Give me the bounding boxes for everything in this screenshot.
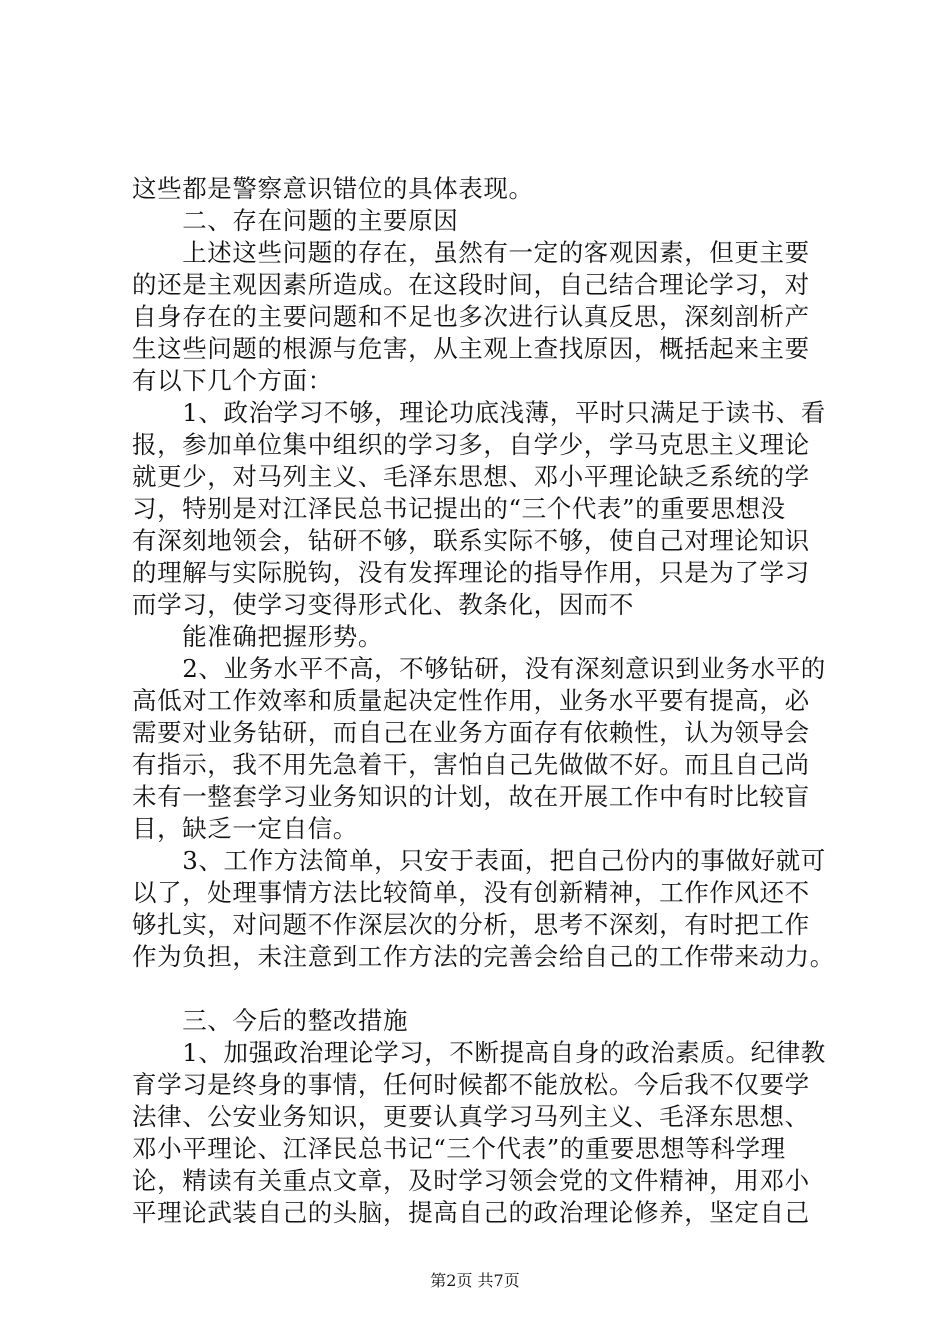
text-line: 有深刻地领会，钻研不够，联系实际不够，使自己对理论知识 — [132, 526, 810, 555]
section-heading: 三、今后的整改措施 — [132, 1006, 409, 1035]
text-line: 就更少，对马列主义、毛泽东思想、邓小平理论缺乏系统的学 — [132, 462, 810, 491]
text-line: 法律、公安业务知识，更要认真学习马列主义、毛泽东思想、 — [132, 1102, 810, 1131]
text-line: 3、工作方法简单，只安于表面，把自己份内的事做好就可 — [132, 846, 826, 875]
text-line: 有指示，我不用先急着干，害怕自己先做做不好。而且自己尚 — [132, 750, 810, 779]
text-line: 以了，处理事情方法比较简单，没有创新精神，工作作风还不 — [132, 878, 810, 907]
page-number-footer: 第2页 共7页 — [430, 1271, 520, 1290]
text-line: 需要对业务钻研，而自己在业务方面存有依赖性，认为领导会 — [132, 718, 810, 747]
text-line: 而学习，使学习变得形式化、教条化，因而不 — [132, 590, 634, 619]
text-line: 2、业务水平不高，不够钻研，没有深刻意识到业务水平的 — [132, 654, 826, 683]
text-line: 高低对工作效率和质量起决定性作用，业务水平要有提高，必 — [132, 686, 810, 715]
text-line: 1、政治学习不够，理论功底浅薄，平时只满足于读书、看 — [132, 398, 826, 427]
text-line: 论，精读有关重点文章，及时学习领会党的文件精神，用邓小 — [132, 1166, 810, 1195]
text-line: 这些都是警察意识错位的具体表现。 — [132, 174, 534, 203]
text-line: 报，参加单位集中组织的学习多，自学少，学马克思主义理论 — [132, 430, 810, 459]
text-line: 有以下几个方面： — [132, 366, 333, 395]
section-heading: 二、存在问题的主要原因 — [132, 206, 459, 235]
text-line: 作为负担，未注意到工作方法的完善会给自己的工作带来动力。 — [132, 942, 835, 971]
text-line: 够扎实，对问题不作深层次的分析，思考不深刻，有时把工作 — [132, 910, 810, 939]
text-line: 未有一整套学习业务知识的计划，故在开展工作中有时比较盲 — [132, 782, 810, 811]
text-line: 目，缺乏一定自信。 — [132, 814, 358, 843]
text-line: 生这些问题的根源与危害，从主观上查找原因，概括起来主要 — [132, 334, 810, 363]
text-line: 育学习是终身的事情，任何时候都不能放松。今后我不仅要学 — [132, 1070, 810, 1099]
text-line: 邓小平理论、江泽民总书记“三个代表”的重要思想等科学理 — [132, 1134, 786, 1163]
text-line: 的还是主观因素所造成。在这段时间，自己结合理论学习，对 — [132, 270, 810, 299]
text-line: 能准确把握形势。 — [132, 622, 383, 651]
text-line: 上述这些问题的存在，虽然有一定的客观因素，但更主要 — [132, 238, 810, 267]
text-line: 平理论武装自己的头脑，提高自己的政治理论修养，坚定自己 — [132, 1198, 810, 1227]
text-line: 的理解与实际脱钩，没有发挥理论的指导作用，只是为了学习 — [132, 558, 810, 587]
text-line: 习，特别是对江泽民总书记提出的“三个代表”的重要思想没 — [132, 494, 786, 523]
text-line: 自身存在的主要问题和不足也多次进行认真反思，深刻剖析产 — [132, 302, 810, 331]
text-line: 1、加强政治理论学习，不断提高自身的政治素质。纪律教 — [132, 1038, 826, 1067]
